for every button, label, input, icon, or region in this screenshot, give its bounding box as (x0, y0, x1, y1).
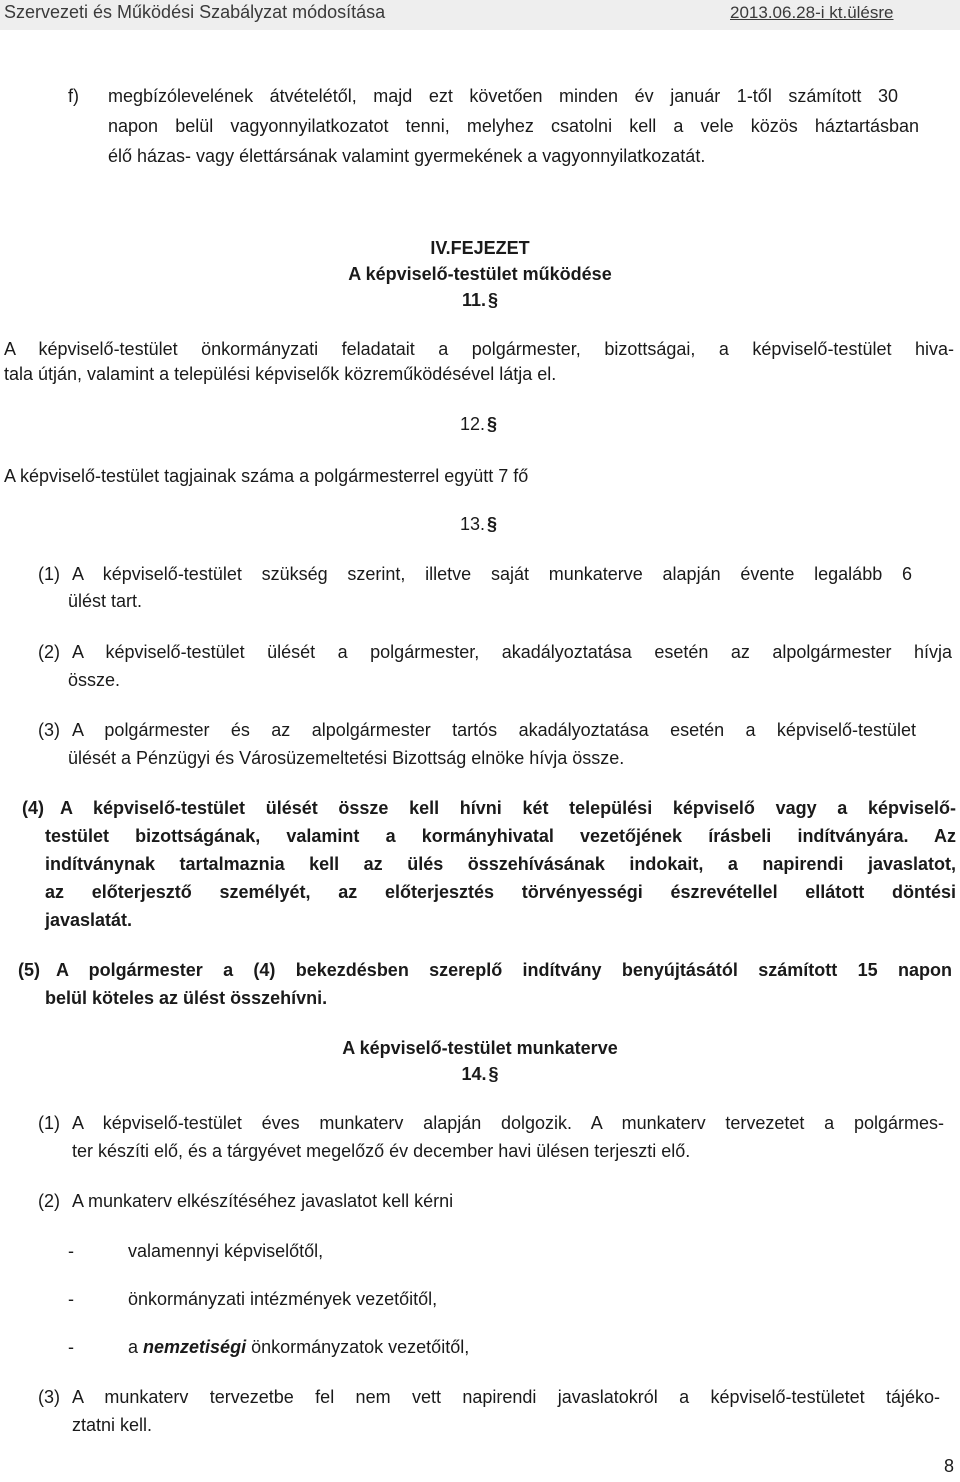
item-line: testület bizottságának, valamint a kormányhivatal vezetőjének írásbeli indítványára. Az (45, 826, 956, 846)
paragraph-heading-12 (460, 413, 497, 435)
list-item: önkormányzati intézmények vezetőitől, (128, 1289, 438, 1309)
item-marker: (1) (38, 1113, 60, 1133)
item-line: A képviselő-testület ülését össze kell hívni két települési képviselő vagy a képviselő- (60, 798, 956, 818)
item-line: ülését a Pénzügyi és Városüzemeltetési Bizottság elnöke hívja össze. (68, 748, 625, 768)
item-marker: (5) (18, 960, 40, 980)
item-marker: (4) (22, 798, 44, 818)
header-date: 2013.06.28-i kt.ülésre (730, 3, 894, 22)
item-line: javaslatát. (45, 910, 133, 930)
section-sign: § (488, 1064, 499, 1084)
item-line: A munkaterv elkészítéséhez javaslatot kell kérni (72, 1191, 454, 1211)
item-marker: (1) (38, 564, 60, 584)
list-dash: - (68, 1241, 74, 1261)
item-line: ülést tart. (68, 591, 143, 611)
paragraph-heading-11 (0, 289, 960, 311)
list-item-text: a (128, 1337, 139, 1357)
item-marker: (3) (38, 1387, 60, 1407)
paragraph-text: tala útján, valamint a települési képviselők közreműködésével látja el. (4, 364, 557, 384)
item-line: megbízólevelének átvételétől, majd ezt követően minden év január 1-től számított 30 (108, 86, 898, 106)
item-marker: (2) (38, 1191, 60, 1211)
paragraph-number: 14. (461, 1064, 487, 1084)
item-marker: (2) (38, 642, 60, 662)
paragraph-heading-13 (460, 513, 497, 535)
header-title: Szervezeti és Működési Szabályzat módosítása (4, 2, 386, 22)
list-item (128, 1336, 469, 1358)
section-sign: § (487, 514, 498, 534)
section-sign: § (488, 290, 499, 310)
emphasis-text: nemzetiségi (143, 1337, 247, 1357)
item-line: az előterjesztő személyét, az előterjesztés törvényességi észrevétellel ellátott döntési (45, 882, 956, 902)
item-line: össze. (68, 670, 121, 690)
item-line: napon belül vagyonnyilatkozatot tenni, melyhez csatolni kell a vele közös háztartásban (108, 116, 919, 136)
paragraph-number: 11. (461, 290, 486, 310)
paragraph-number: 12. (460, 414, 486, 434)
chapter-title: A képviselő-testület működése (348, 264, 612, 284)
paragraph-text: A képviselő-testület önkormányzati feladatait a polgármester, bizottságai, a képviselő-testület hiva- (4, 339, 954, 359)
item-line: A polgármester és az alpolgármester tartós akadályoztatása esetén a képviselő-testület (72, 720, 916, 740)
page-number: 8 (944, 1456, 955, 1476)
item-line: A munkaterv tervezetbe fel nem vett napirendi javaslatokról a képviselő-testületet tájéko- (72, 1387, 940, 1407)
item-marker: f) (68, 86, 79, 106)
list-dash: - (68, 1289, 74, 1309)
section-title: A képviselő-testület munkaterve (342, 1038, 618, 1058)
list-item-text: önkormányzatok vezetőitől, (251, 1337, 470, 1357)
paragraph-heading-14 (0, 1063, 960, 1085)
item-line: élő házas- vagy élettársának valamint gyermekének a vagyonnyilatkozatát. (108, 146, 706, 166)
section-sign: § (487, 414, 498, 434)
item-line: ztatni kell. (72, 1415, 153, 1435)
item-line: ter készíti elő, és a tárgyévet megelőző év december havi ülésen terjeszti elő. (72, 1141, 691, 1161)
item-line: A képviselő-testület éves munkaterv alapján dolgozik. A munkaterv tervezetet a polgármes- (72, 1113, 944, 1133)
item-line: belül köteles az ülést összehívni. (45, 988, 328, 1008)
list-dash: - (68, 1337, 74, 1357)
page-header (0, 0, 960, 30)
list-item: valamennyi képviselőtől, (128, 1241, 324, 1261)
item-marker: (3) (38, 720, 60, 740)
paragraph-text: A képviselő-testület tagjainak száma a polgármesterrel együtt 7 fő (4, 466, 529, 486)
item-line: A képviselő-testület ülését a polgármester, akadályoztatása esetén az alpolgármester hívja (72, 642, 952, 662)
chapter-number: IV.FEJEZET (430, 238, 530, 258)
item-line: A polgármester a (4) bekezdésben szereplő indítvány benyújtásától számított 15 napon (56, 960, 952, 980)
paragraph-number: 13. (460, 514, 486, 534)
item-line: indítványnak tartalmaznia kell az ülés összehívásának indokait, a napirendi javaslatot, (45, 854, 956, 874)
item-line: A képviselő-testület szükség szerint, illetve saját munkaterve alapján évente legalább 6 (72, 564, 912, 584)
